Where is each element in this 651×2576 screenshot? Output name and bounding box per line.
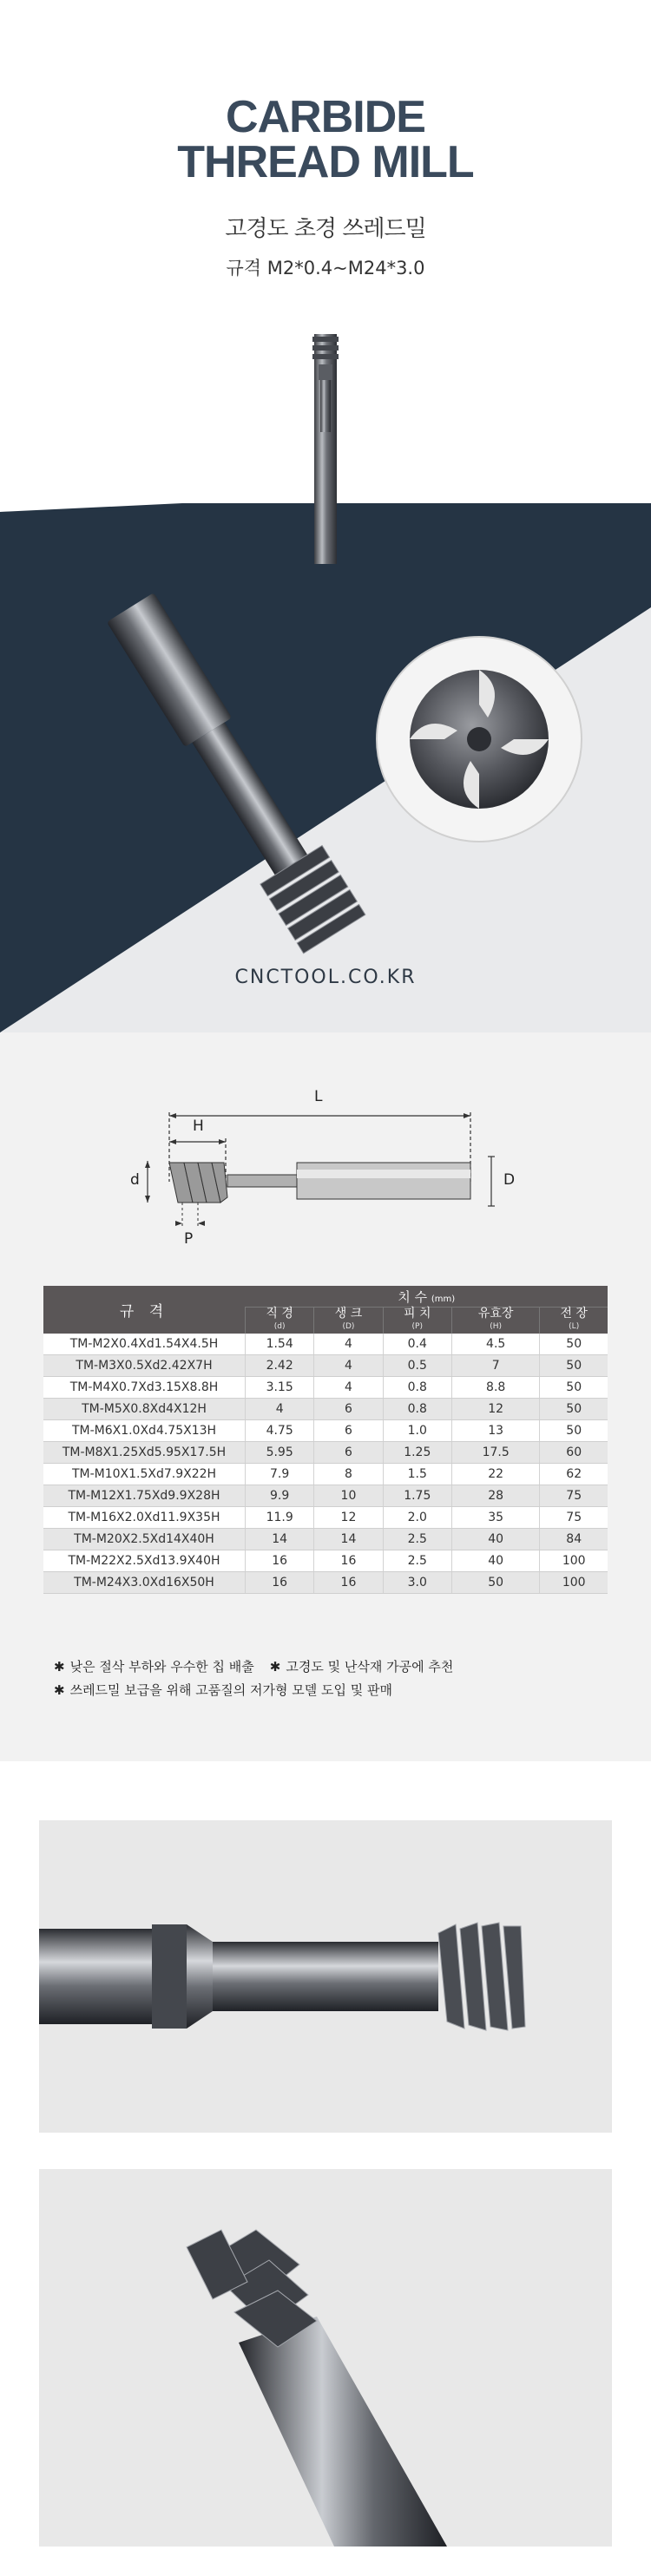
table-row — [43, 1355, 608, 1377]
hero-section — [0, 0, 651, 1032]
table-cell-d: 9.9 — [246, 1485, 314, 1507]
table-cell-D: 6 — [314, 1420, 383, 1442]
table-cell-L: 100 — [540, 1550, 608, 1572]
column-header: 전 장 (L) — [540, 1308, 608, 1334]
table-cell-spec: TM-M2X0.4Xd1.54X4.5H — [43, 1334, 246, 1355]
table-cell-P: 3.0 — [383, 1572, 451, 1594]
table-cell-P: 0.4 — [383, 1334, 451, 1355]
table-cell-H: 8.8 — [451, 1377, 539, 1399]
table-cell-H: 22 — [451, 1464, 539, 1485]
table-row — [43, 1377, 608, 1399]
table-cell-P: 1.0 — [383, 1420, 451, 1442]
table-cell-spec: TM-M22X2.5Xd13.9X40H — [43, 1550, 246, 1572]
table-cell-H: 7 — [451, 1355, 539, 1377]
star-icon: ✱ — [269, 1659, 281, 1675]
table-cell-spec: TM-M10X1.5Xd7.9X22H — [43, 1464, 246, 1485]
table-cell-H: 40 — [451, 1529, 539, 1550]
table-cell-H: 28 — [451, 1485, 539, 1507]
spec-range: 규격 M2*0.4~M24*3.0 — [226, 258, 425, 279]
table-cell-D: 8 — [314, 1464, 383, 1485]
column-header: 생 크 (D) — [314, 1308, 383, 1334]
label-D: D — [503, 1171, 516, 1189]
table-cell-D: 16 — [314, 1572, 383, 1594]
table-cell-H: 13 — [451, 1420, 539, 1442]
table-cell-L: 50 — [540, 1334, 608, 1355]
table-cell-L: 75 — [540, 1507, 608, 1529]
table-cell-L: 84 — [540, 1529, 608, 1550]
table-cell-P: 1.75 — [383, 1485, 451, 1507]
table-row — [43, 1442, 608, 1464]
table-cell-H: 35 — [451, 1507, 539, 1529]
table-row — [43, 1550, 608, 1572]
table-cell-d: 11.9 — [246, 1507, 314, 1529]
table-cell-P: 0.8 — [383, 1377, 451, 1399]
table-cell-D: 16 — [314, 1550, 383, 1572]
table-cell-d: 5.95 — [246, 1442, 314, 1464]
table-cell-spec: TM-M4X0.7Xd3.15X8.8H — [43, 1377, 246, 1399]
note-line-2: ✱ 쓰레드밀 보급을 위해 고품질의 저가형 모델 도입 및 판매 — [54, 1682, 392, 1698]
table-cell-P: 2.5 — [383, 1550, 451, 1572]
note-line-1: ✱ 낮은 절삭 부하와 우수한 칩 배출 ✱ 고경도 및 난삭재 가공에 추천 — [54, 1659, 454, 1675]
star-icon: ✱ — [54, 1659, 65, 1675]
table-cell-d: 16 — [246, 1550, 314, 1572]
column-header: 직 경 (d) — [246, 1308, 314, 1334]
star-icon: ✱ — [54, 1682, 65, 1698]
label-d: d — [130, 1171, 140, 1189]
table-cell-D: 6 — [314, 1399, 383, 1420]
table-cell-spec: TM-M6X1.0Xd4.75X13H — [43, 1420, 246, 1442]
tool-drawing — [169, 1163, 470, 1228]
table-row — [43, 1464, 608, 1485]
table-cell-H: 17.5 — [451, 1442, 539, 1464]
spec-table — [43, 1286, 608, 1594]
table-row — [43, 1399, 608, 1420]
column-header: 유효장 (H) — [451, 1308, 539, 1334]
table-cell-L: 100 — [540, 1572, 608, 1594]
small-tool-illustration — [312, 334, 339, 564]
table-row — [43, 1334, 608, 1355]
table-cell-D: 12 — [314, 1507, 383, 1529]
table-cell-D: 4 — [314, 1334, 383, 1355]
table-cell-spec: TM-M3X0.5Xd2.42X7H — [43, 1355, 246, 1377]
table-cell-D: 10 — [314, 1485, 383, 1507]
table-cell-L: 50 — [540, 1420, 608, 1442]
website-text: CNCTOOL.CO.KR — [234, 967, 417, 988]
table-cell-D: 4 — [314, 1355, 383, 1377]
label-P: P — [184, 1230, 194, 1248]
title-line-1: CARBIDE — [226, 92, 425, 142]
header-spec: 규 격 — [43, 1286, 246, 1334]
table-cell-P: 2.5 — [383, 1529, 451, 1550]
table-cell-d: 4.75 — [246, 1420, 314, 1442]
dimension-diagram — [0, 1032, 651, 1267]
table-cell-d: 3.15 — [246, 1377, 314, 1399]
table-cell-L: 50 — [540, 1377, 608, 1399]
table-cell-D: 4 — [314, 1377, 383, 1399]
table-cell-spec: TM-M8X1.25Xd5.95X17.5H — [43, 1442, 246, 1464]
table-row — [43, 1529, 608, 1550]
table-cell-P: 1.5 — [383, 1464, 451, 1485]
table-cell-P: 0.5 — [383, 1355, 451, 1377]
column-header: 피 치 (P) — [383, 1308, 451, 1334]
label-H: H — [193, 1118, 204, 1135]
header-dimensions: 치 수 (mm) — [246, 1286, 608, 1308]
table-cell-spec: TM-M16X2.0Xd11.9X35H — [43, 1507, 246, 1529]
product-photo-side — [39, 1820, 612, 2133]
table-cell-L: 50 — [540, 1355, 608, 1377]
table-cell-spec: TM-M5X0.8Xd4X12H — [43, 1399, 246, 1420]
table-cell-spec: TM-M12X1.75Xd9.9X28H — [43, 1485, 246, 1507]
title-line-2: THREAD MILL — [177, 137, 474, 187]
table-cell-d: 1.54 — [246, 1334, 314, 1355]
table-cell-d: 7.9 — [246, 1464, 314, 1485]
spec-section — [0, 1032, 651, 1761]
table-cell-H: 12 — [451, 1399, 539, 1420]
table-cell-H: 50 — [451, 1572, 539, 1594]
label-L: L — [314, 1088, 323, 1105]
table-cell-spec: TM-M24X3.0Xd16X50H — [43, 1572, 246, 1594]
table-row — [43, 1572, 608, 1594]
table-cell-L: 60 — [540, 1442, 608, 1464]
korean-subtitle: 고경도 초경 쓰레드밀 — [225, 216, 426, 242]
table-cell-H: 40 — [451, 1550, 539, 1572]
table-cell-P: 0.8 — [383, 1399, 451, 1420]
table-cell-L: 62 — [540, 1464, 608, 1485]
table-cell-P: 2.0 — [383, 1507, 451, 1529]
table-cell-L: 50 — [540, 1399, 608, 1420]
end-view-illustration — [377, 637, 582, 842]
table-cell-D: 14 — [314, 1529, 383, 1550]
table-row — [43, 1485, 608, 1507]
table-row — [43, 1420, 608, 1442]
notes — [54, 1655, 453, 1702]
table-cell-D: 6 — [314, 1442, 383, 1464]
table-cell-P: 1.25 — [383, 1442, 451, 1464]
table-cell-L: 75 — [540, 1485, 608, 1507]
table-cell-d: 2.42 — [246, 1355, 314, 1377]
product-photo-angle — [39, 2169, 612, 2547]
table-cell-spec: TM-M20X2.5Xd14X40H — [43, 1529, 246, 1550]
table-row — [43, 1507, 608, 1529]
table-cell-d: 14 — [246, 1529, 314, 1550]
table-cell-d: 4 — [246, 1399, 314, 1420]
table-cell-d: 16 — [246, 1572, 314, 1594]
table-cell-H: 4.5 — [451, 1334, 539, 1355]
